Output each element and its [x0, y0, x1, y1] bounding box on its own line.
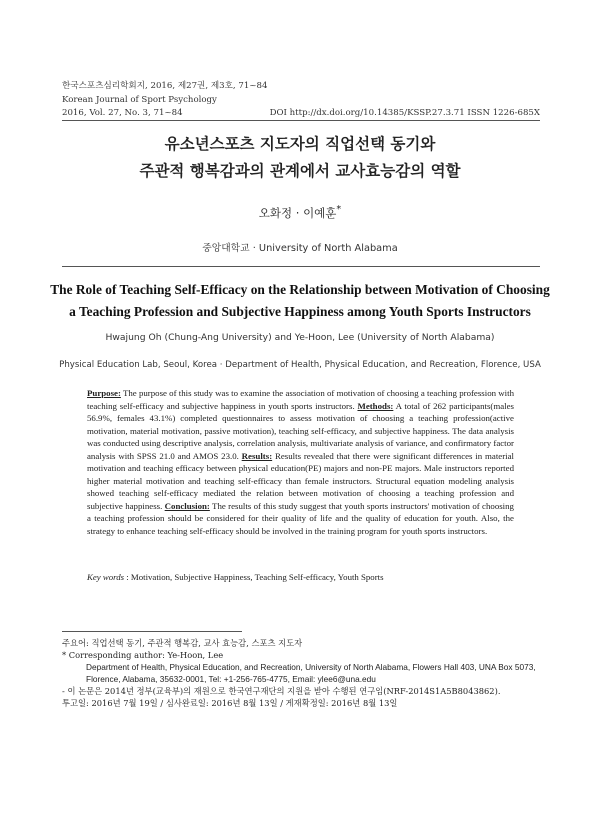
methods-label: Methods:: [357, 400, 394, 411]
abstract: [87, 387, 514, 538]
conclusion-text: The results of this study suggest that youth sports instructors' motivation of choosing a teaching profession should be considered for their quality of life and the quality of education for youth. Also, the strategy to enhance teaching self-efficacy should be involved in the training program for youth sports instructors.: [87, 500, 514, 537]
volume-info: 2016, Vol. 27, No. 3, 71~84: [62, 108, 183, 118]
korean-affiliation: 중앙대학교 · University of North Alabama: [202, 243, 398, 254]
address-line-2: Florence, Alabama, 35632-0001, Tel: +1-256-765-4775, Email: ylee6@una.edu: [86, 674, 376, 684]
journal-header-korean: 한국스포츠심리학회지, 2016, 제27권, 제3호, 71~84: [62, 81, 268, 91]
korean-title-line-1: 유소년스포츠 지도자의 직업선택 동기와: [164, 134, 436, 153]
submission-dates: 투고일: 2016년 7월 19일 / 심사완료일: 2016년 8월 13일 / 게재확정일: 2016년 8월 13일: [62, 698, 398, 708]
keywords: [87, 572, 384, 582]
header-rule: [62, 120, 540, 121]
keywords-label: Key words: [87, 572, 125, 582]
purpose-text: The purpose of this study was to examine the association of motivation of choosing a teaching profession with teaching self-efficacy and subjective happiness in youth sports instructors.: [87, 388, 514, 411]
english-affiliation: Physical Education Lab, Seoul, Korea · Department of Health, Physical Education, and Recreation, Florence, USA: [59, 360, 541, 370]
address-line-1: Department of Health, Physical Education, and Recreation, University of North Alabama, Flowers Hall 403, UNA Box 5073,: [86, 662, 536, 672]
korean-keywords-footnote: 주요어: 직업선택 동기, 주관적 행복감, 교사 효능감, 스포츠 지도자: [62, 638, 303, 648]
methods-text: A total of 262 participants(males 56.9%, females 43.1%) completed questionnaires to assess motivation of choosing a teaching profession(active motivation, material motivation, passive motivation), teaching self-efficacy, and subjective happiness. The data analysis was conducted using descriptive analysis, correlation analysis, multivariate analysis of variance, and confirmatory factor analysis with SPSS 21.0 and AMOS 23.0.: [87, 400, 514, 461]
results-text: Results revealed that there were significant differences in material motivation and teaching efficacy between physical education(PE) majors and non-PE majors. Male instructors reported higher material motivation and teaching self-efficacy than female instructors. Structural equation modeling analysis showed teaching self-efficacy mediated the relation between motivation of choosing a teaching profession and subjective happiness.: [87, 450, 514, 511]
title-rule: [62, 266, 540, 267]
corresponding-author-footnote: * Corresponding author: Ye-Hoon, Lee: [62, 650, 224, 660]
korean-author-names: 오화정 · 이예훈: [258, 205, 337, 220]
results-label: Results:: [241, 450, 273, 461]
journal-header-volume: [62, 107, 540, 119]
english-title-line-2: a Teaching Profession and Subjective Happiness among Youth Sports Instructors: [69, 304, 531, 319]
english-authors: Hwajung Oh (Chung-Ang University) and Ye-Hoon, Lee (University of North Alabama): [105, 332, 495, 343]
korean-title-line-2: 주관적 행복감과의 관계에서 교사효능감의 역할: [139, 161, 461, 180]
english-title-line-1: The Role of Teaching Self-Efficacy on the Relationship between Motivation of Choosing: [50, 282, 550, 297]
doi-issn: DOI http://dx.doi.org/10.14385/KSSP.27.3.71 ISSN 1226-685X: [269, 108, 540, 118]
korean-authors: [0, 204, 600, 221]
keywords-text: Motivation, Subjective Happiness, Teaching Self-efficacy, Youth Sports: [130, 572, 384, 582]
keywords-separator: :: [124, 572, 131, 582]
funding-footnote: - 이 논문은 2014년 정부(교육부)의 재원으로 한국연구재단의 지원을 받아 수행된 연구임(NRF-2014S1A5B8043862).: [62, 686, 501, 696]
corresponding-mark: *: [336, 204, 342, 215]
english-title: [30, 279, 570, 323]
footnote-rule: [62, 631, 242, 632]
purpose-label: Purpose:: [87, 388, 121, 398]
conclusion-label: Conclusion:: [164, 500, 210, 511]
journal-header-english: Korean Journal of Sport Psychology: [62, 95, 217, 105]
